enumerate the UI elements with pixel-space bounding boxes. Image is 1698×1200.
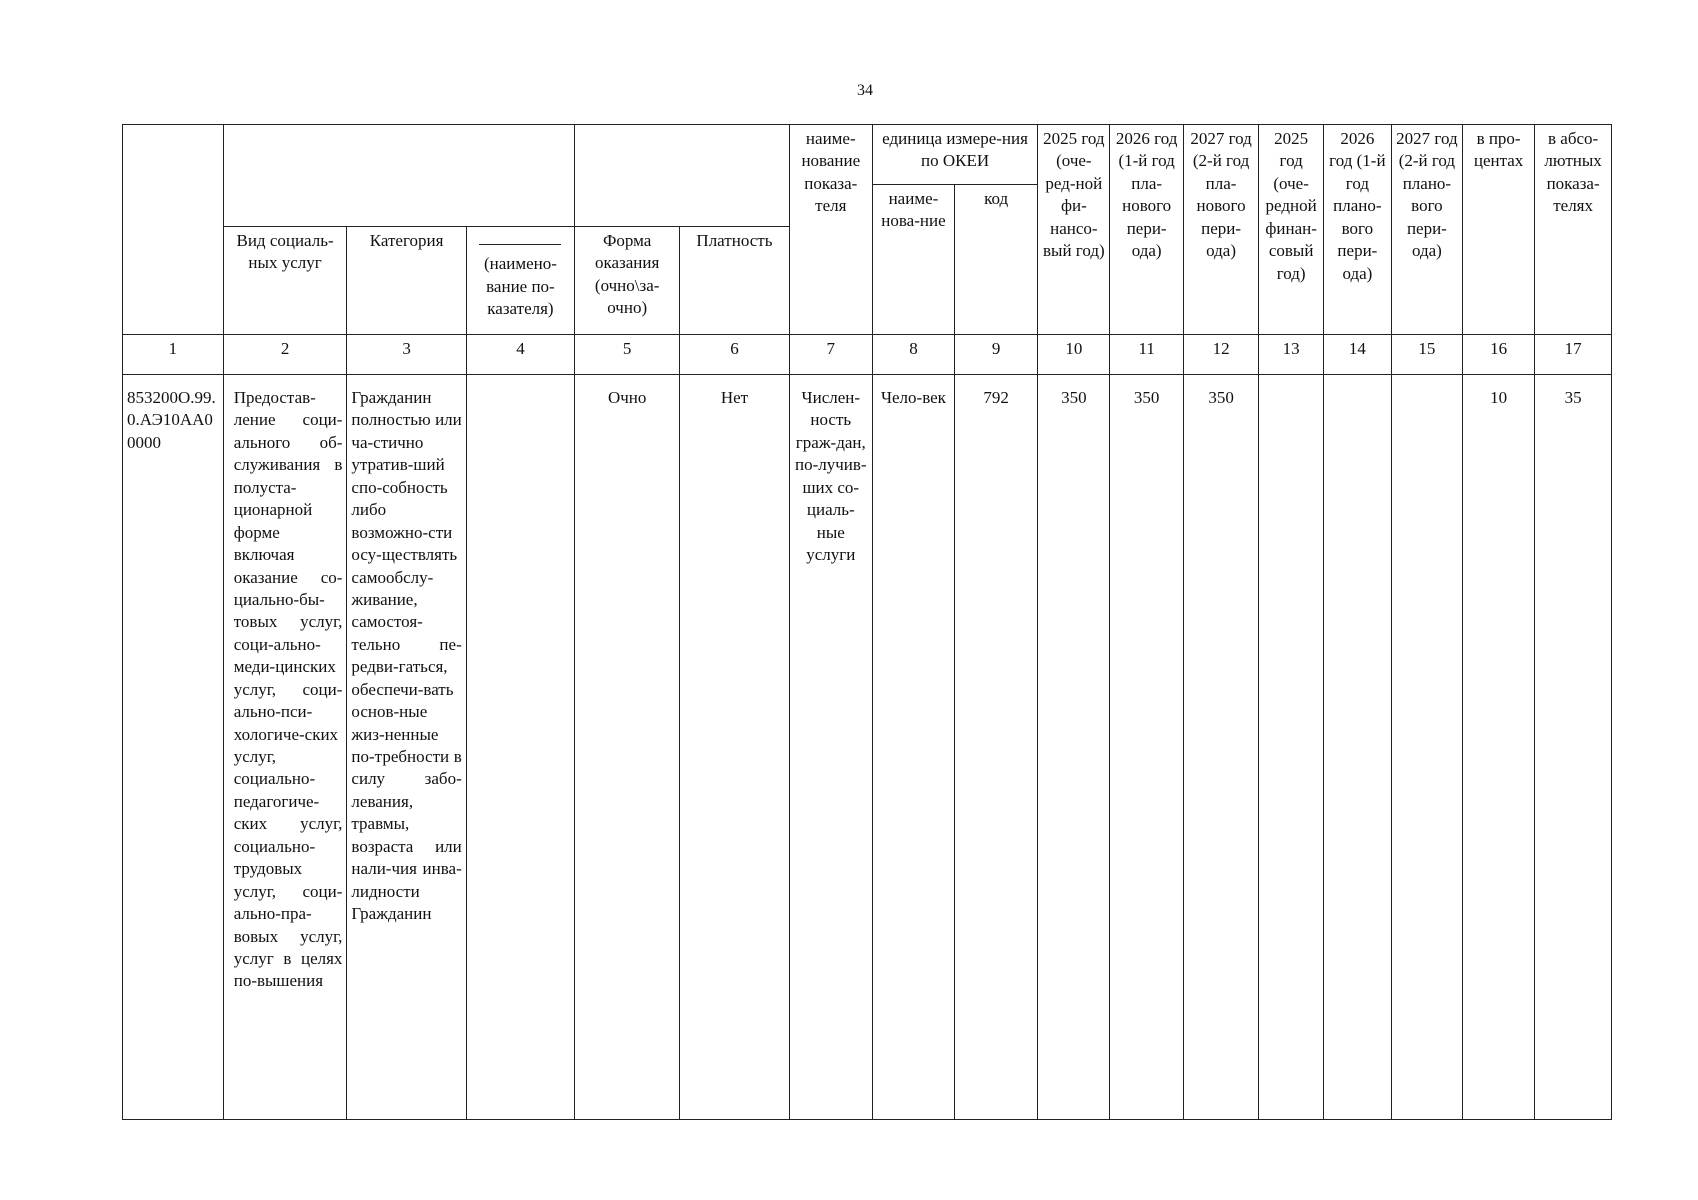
- col-number-2: 2: [223, 335, 347, 375]
- header-2026-a: 2026 год (1-й год пла-нового пери-ода): [1110, 125, 1183, 335]
- header-2025-b: 2025 год (оче-редной финан-совый год): [1259, 125, 1324, 335]
- col-number-7: 7: [789, 335, 872, 375]
- col-number-9: 9: [955, 335, 1038, 375]
- col-number-3: 3: [347, 335, 466, 375]
- header-2026-b: 2026 год (1-й год плано-вого пери-ода): [1323, 125, 1391, 335]
- header-service-type: Вид социаль-ных услуг: [223, 227, 347, 335]
- col-number-6: 6: [680, 335, 789, 375]
- row-code: 853200О.99.0.АЭ10АА00000: [123, 375, 224, 1120]
- row-unit-name: Чело-век: [872, 375, 954, 1120]
- row-value-2027: 350: [1183, 375, 1259, 1120]
- header-conditions-group: [575, 125, 790, 227]
- row-value-2025-b: [1259, 375, 1324, 1120]
- header-category: Категория: [347, 227, 466, 335]
- table-row: [123, 375, 1612, 1120]
- row-value-2025: 350: [1038, 375, 1110, 1120]
- col-number-4: 4: [466, 335, 574, 375]
- row-absolute: 35: [1535, 375, 1612, 1120]
- col-number-1: 1: [123, 335, 224, 375]
- header-indicator-4: [466, 227, 574, 335]
- row-indicator-4: [466, 375, 574, 1120]
- header-unit-name: наиме-нова-ние: [872, 185, 954, 335]
- header-content-group: [223, 125, 574, 227]
- blank-line: [479, 230, 561, 245]
- col-number-15: 15: [1391, 335, 1462, 375]
- header-percent: в про-центах: [1462, 125, 1534, 335]
- row-payment: Нет: [680, 375, 789, 1120]
- col-number-14: 14: [1323, 335, 1391, 375]
- page-number: 34: [857, 82, 873, 99]
- column-numbers-row: [123, 335, 1612, 375]
- row-percent: 10: [1462, 375, 1534, 1120]
- header-code-cell: [123, 125, 224, 335]
- col-number-17: 17: [1535, 335, 1612, 375]
- header-form: Форма оказания (очно\за-очно): [575, 227, 680, 335]
- row-service-type: Предостав-ление соци-ального об-служивания в полуста-ционарной форме включая оказание со-циально-бы-товых услуг, соци-ально-меди-цинских услуг, соци-ально-пси-хологиче-ских услуг, социально-педагогиче-ских услуг, социально-трудовых услуг, соци-ально-пра-вовых услуг, услуг в целях по-вышения: [223, 375, 347, 1120]
- header-2025-a: 2025 год (оче-ред-ной фи-нансо-вый год): [1038, 125, 1110, 335]
- row-unit-code: 792: [955, 375, 1038, 1120]
- header-unit-group: единица измере-ния по ОКЕИ: [872, 125, 1037, 185]
- row-form: Очно: [575, 375, 680, 1120]
- header-payment: Платность: [680, 227, 789, 335]
- col-number-12: 12: [1183, 335, 1259, 375]
- row-value-2026-b: [1323, 375, 1391, 1120]
- col-number-8: 8: [872, 335, 954, 375]
- row-indicator-name: Числен-ность граж-дан, по-лучив-ших со-циаль-ные услуги: [789, 375, 872, 1120]
- header-indicator-name: наиме-нование показа-теля: [789, 125, 872, 335]
- col-number-11: 11: [1110, 335, 1183, 375]
- header-unit-code: код: [955, 185, 1038, 335]
- header-2027-a: 2027 год (2-й год пла-нового пери-ода): [1183, 125, 1259, 335]
- row-category: Гражданин полностью или ча-стично утратив-ший спо-собность либо возможно-сти осу-ществлять самообслу-живание, самостоя-тельно пе-редви-гаться, обеспечи-вать основ-ные жиз-ненные по-требности в силу забо-левания, травмы, возраста или нали-чия инва-лидности Гражданин: [347, 375, 466, 1120]
- row-value-2027-b: [1391, 375, 1462, 1120]
- header-absolute: в абсо-лютных показа-телях: [1535, 125, 1612, 335]
- col-number-13: 13: [1259, 335, 1324, 375]
- state-assignment-table: [122, 124, 1612, 1120]
- header-indicator-placeholder: (наимено-вание по-казателя): [483, 254, 557, 319]
- col-number-16: 16: [1462, 335, 1534, 375]
- col-number-10: 10: [1038, 335, 1110, 375]
- header-2027-b: 2027 год (2-й год плано-вого пери-ода): [1391, 125, 1462, 335]
- row-value-2026: 350: [1110, 375, 1183, 1120]
- col-number-5: 5: [575, 335, 680, 375]
